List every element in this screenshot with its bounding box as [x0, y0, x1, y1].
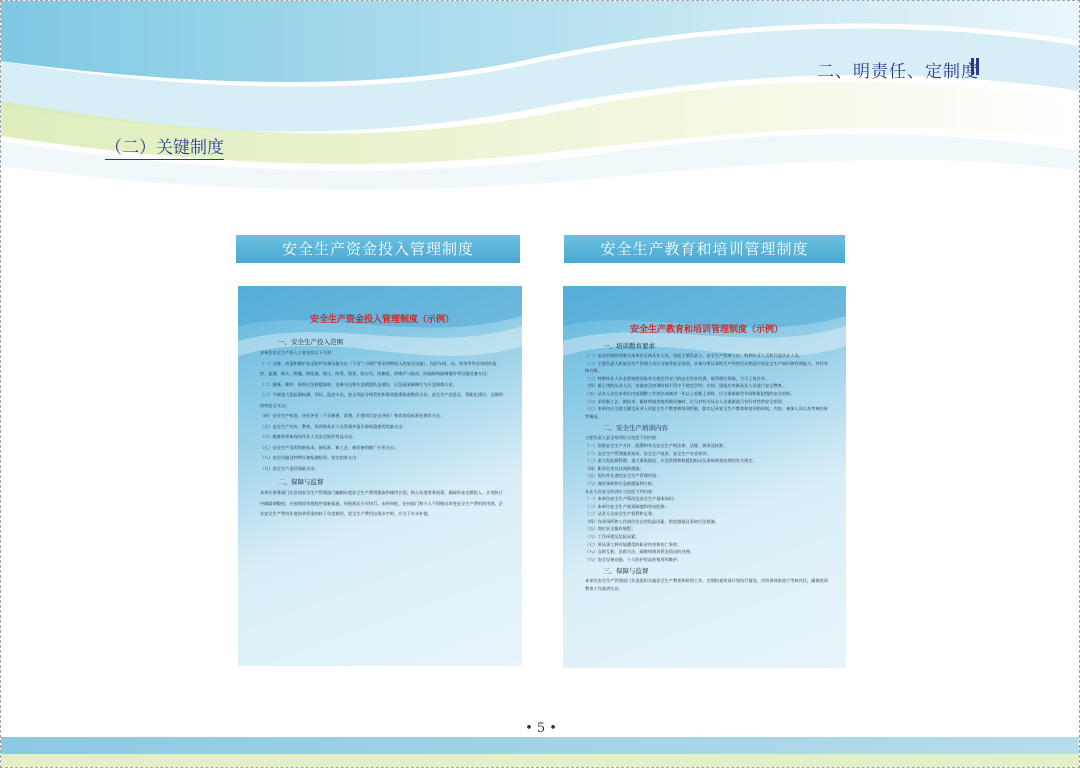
doc-header-fund: 安全生产资金投入管理制度: [236, 235, 520, 263]
doc-paragraph: （七）安全生产适用的新技术、新标准、新工艺、新装备的推广应用支出；: [260, 444, 399, 450]
doc-heading: 三、保障与监督: [603, 567, 649, 576]
doc-paragraph: （八）安全设施及特种设备检测检验、检定校准支出；: [260, 455, 361, 460]
doc-paragraph: （二）安全生产管理基本知识、安全生产技术、安全生产专业知识；: [585, 450, 711, 456]
doc-paragraph: （四）职业危害及其预防措施；: [585, 465, 644, 471]
doc-paragraph: （六）工作环境及危险因素；: [585, 534, 640, 540]
doc-paragraph: （七）所从事工种可能遭受的职业伤害和伤亡事故；: [585, 541, 682, 547]
doc-paragraph: （三）特种作业人员必须按照国家有关规定经专门的安全作业培训，取得相应资格，方可上岗作业。: [585, 375, 770, 381]
doc-heading: 一、安全生产投入范围: [278, 338, 343, 346]
doc-paragraph: （五）安全生产宣传、教育、培训和从业人员发现并报告事故隐患的奖励支出；: [260, 423, 407, 429]
doc-paragraph: 本单位财务部门应会同安全生产管理部门编制年度安全生产费用提取和使用计划，纳入年度财务预算，确保资金足额投入。计划执行中确需调整的，应按照原审批程序重新报批，经批准后方可执行。未经审批，任何部门和个人不得擅自改变安全生产费用的用途。企业安全生产费用年度结余资金结转下年度使用，安全生产费用出现赤字的，应当于年末补提。: [260, 490, 503, 516]
doc-title-training: 安全生产教育和培训管理制度（示例）: [629, 325, 783, 335]
doc-paragraph: （六）采用新工艺、新技术、新材料或者使用新设备时，应当对有关从业人员重新进行有针对性的安全培训。: [585, 398, 787, 404]
doc-paragraph: 本单位安全生产管理部门负责组织实施安全生产教育和培训工作，定期检查培训计划执行情况，对培训效果进行考核评估，确保培训教育工作落到实处。: [585, 578, 828, 592]
doc-paragraph: （二）配备、维护、保养应急救援器材、设备支出和应急救援队伍建设、应急预案制修订与应急演练支出；: [260, 381, 457, 387]
section-marker-icon: [971, 58, 979, 75]
doc-paragraph: （三）从业人员安全生产权利和义务；: [585, 511, 657, 517]
doc-thumbnail-fund[interactable]: [238, 286, 522, 666]
doc-header-training: 安全生产教育和培训管理制度: [564, 235, 845, 263]
doc-paragraph: （三）重大危险源管理、重大事故防范、应急管理和救援组织以及事故调查处理的有关规定；: [585, 458, 757, 464]
doc-title-fund: 安全生产资金投入管理制度（示例）: [309, 315, 454, 325]
doc-paragraph: （五）从业人员在本单位内部调整工作岗位或离岗一年以上重新上岗时，应当重新接受车间和班组级的安全培训。: [585, 390, 795, 396]
doc-paragraph: （七）本单位应当建立健全从业人员安全生产教育和培训档案，如实记录安全生产教育和培训的时间、内容、参加人员以及考核结果等情况。: [585, 406, 828, 419]
doc-heading: 二、保障与监督: [278, 478, 324, 486]
doc-paragraph: （四）安全生产检查、评估评价（不含新建、改建、扩建项目安全评价）和咨询及标准化建设支出；: [260, 413, 445, 418]
doc-content-training: [563, 286, 846, 668]
doc-paragraph: 本单位安全生产投入主要包括以下方面：: [260, 350, 336, 355]
doc-heading: 二、安全生产培训内容: [603, 424, 668, 433]
doc-paragraph: （一）完善、改造和维护安全防护设备设施支出（不含“三同时”要求初期投入的安全设施），包括车间、站、库房等作业场所的监控、监测、防火、防爆、防坠落、防尘、防毒、防雷、防台风、防触电、防噪声与振动、防辐射和隔离操作等设施设备支出；: [260, 360, 497, 376]
doc-paragraph: （二）主要负责人和安全生产管理人员应当接受安全培训，具备与所从事的生产经营活动相适应的安全生产知识和管理能力，并经考核合格。: [585, 360, 828, 374]
doc-paragraph: （二）本单位安全生产规章制度和劳动纪律；: [585, 503, 669, 509]
doc-paragraph: （五）岗位安全操作规程；: [585, 526, 636, 532]
doc-paragraph: （一）安全培训的对象为本单位全体从业人员，包括主要负责人、安全生产管理人员、特种作业人员和其他从业人员。: [585, 353, 803, 358]
doc-paragraph: （一）本单位安全生产情况及安全生产基本知识；: [585, 496, 678, 502]
page-number: • 5 •: [525, 721, 557, 736]
doc-content-fund: [238, 286, 522, 666]
doc-paragraph: 主要负责人安全培训应当包括下列内容：: [585, 435, 661, 441]
doc-thumbnail-training[interactable]: [563, 286, 846, 668]
subsection-title: （二）关键制度: [105, 133, 224, 160]
section-title: 二、明责任、定制度: [817, 62, 979, 82]
doc-paragraph: （三）开展重大危险源检测、评估、监控支出，安全风险分级管控和事故隐患排查整改支出，安全生产信息化、智能化建设、运维和网络安全支出；: [260, 392, 503, 408]
doc-paragraph: （六）配备和更新现场作业人员安全防护用品支出；: [260, 434, 357, 439]
doc-paragraph: （六）典型事故和应急救援案例分析。: [585, 480, 657, 486]
background-decoration: [1, 1, 1080, 768]
doc-paragraph: （五）国内外先进的安全生产管理经验；: [585, 473, 661, 479]
doc-paragraph: （九）安全设备设施、个人防护用品的使用和维护。: [585, 556, 682, 562]
doc-paragraph: （九）安全生产责任保险支出；: [260, 465, 319, 471]
doc-paragraph: 从业人员安全培训应当包括下列内容：: [585, 488, 657, 494]
doc-paragraph: （八）自救互救、急救方法、疏散和现场紧急情况的处理；: [585, 549, 694, 555]
doc-paragraph: （四）作业场所和工作岗位存在的危险因素、防范措施及事故应急措施；: [585, 518, 720, 524]
doc-paragraph: （一）国家安全生产方针、政策和有关安全生产的法律、法规、规章及标准；: [585, 442, 728, 448]
doc-paragraph: （四）新上岗的从业人员，岗前安全培训时间不得少于规定学时；车间、班组应对新从业人员进行安全教育。: [585, 383, 787, 389]
doc-heading: 一、培训教育要求: [603, 342, 655, 350]
